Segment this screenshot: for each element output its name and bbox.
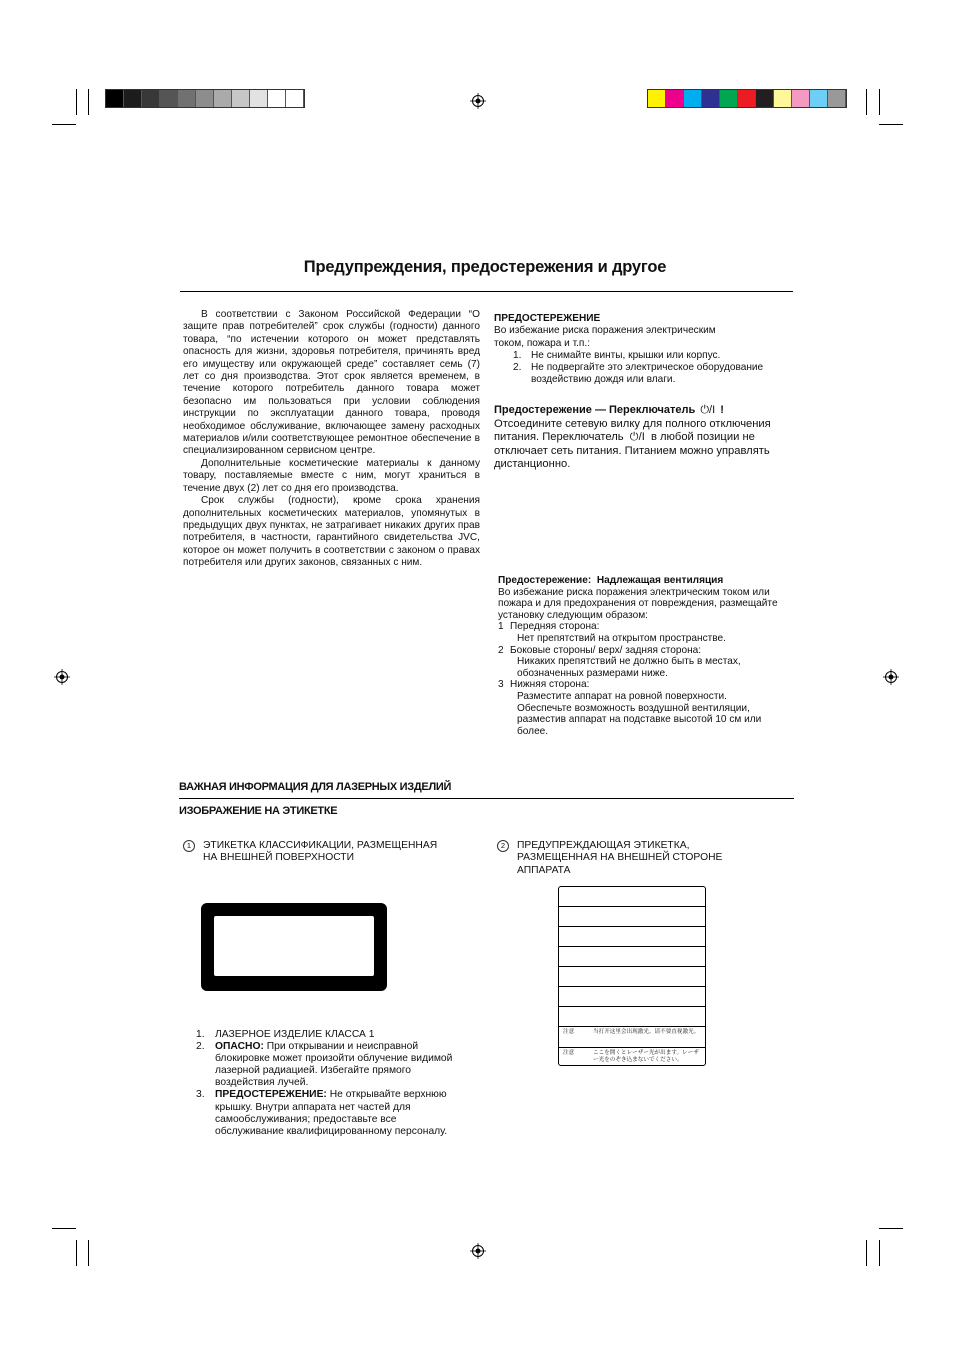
paragraph: Дополнительные косметические материалы к данному товару, поставляемые вместе с ним, могут храниться в течение двух (2) лет со дня его производства.: [183, 457, 480, 494]
item-text: Нет препятствий на открытом пространстве.: [517, 632, 726, 644]
label2-title: ПРЕДУПРЕЖДАЮЩАЯ ЭТИКЕТКА, РАЗМЕЩЕННАЯ НА ВНЕШНЕЙ СТОРОНЕ АППАРАТА: [517, 840, 723, 876]
list-item: [196, 1041, 466, 1089]
crop-mark: [52, 1228, 76, 1229]
item-number: 2: [498, 644, 504, 656]
color-swatch: [774, 90, 792, 107]
crop-mark: [879, 124, 903, 125]
color-swatch: [178, 90, 196, 107]
heading-text: Предостережение — Переключатель: [494, 404, 696, 416]
item-text: Никаких препятствий не должно быть в местах, обозначенных размерами ниже.: [517, 656, 741, 679]
body-text: в любой позиции не отключает сеть питания. Питанием можно управлять дистанционно.: [494, 431, 770, 471]
crop-mark: [866, 1240, 867, 1266]
item-number: 3.: [196, 1089, 205, 1101]
item-body: При открывании и неисправной блокировке может произойти облучение видимой лазерной радиацией. Избегайте прямого воздействия лучей.: [215, 1041, 453, 1089]
crop-mark: [879, 89, 880, 115]
color-swatch: [828, 90, 846, 107]
caution-intro: Во избежание риска поражения электрическим током, пожара и т.п.:: [494, 325, 716, 349]
item-title: Боковые стороны/ верх/ задняя сторона:: [510, 644, 702, 656]
color-swatch: [666, 90, 684, 107]
page-title: Предупреждения, предостережения и другое: [303, 258, 667, 276]
color-swatch: [142, 90, 160, 107]
color-swatch: [124, 90, 142, 107]
item-number: 2.: [196, 1041, 205, 1053]
list-item: [498, 679, 794, 737]
item-bold: ОПАСНО:: [215, 1041, 264, 1053]
power-switch-body: [494, 418, 794, 472]
warning-label-graphic: [558, 886, 706, 1066]
label-subsection-title: ИЗОБРАЖЕНИЕ НА ЭТИКЕТКЕ: [179, 805, 338, 817]
item-text: [215, 1089, 466, 1137]
body-text: Отсоедините сетевую вилку для полного отключения питания. Переключатель: [494, 417, 771, 444]
crop-mark: [879, 1240, 880, 1266]
jp-row-text: ここを開くとレーザー光が出ます。レーザー光をのぞき込まないでください。: [593, 1050, 699, 1064]
item-text: ЛАЗЕРНОЕ ИЗДЕЛИЕ КЛАССА 1: [215, 1029, 375, 1040]
color-swatch: [196, 90, 214, 107]
jp-warning-row: [559, 1027, 705, 1048]
caution-heading: ПРЕДОСТЕРЕЖЕНИЕ: [494, 313, 601, 324]
list-item: [494, 350, 784, 362]
section-rule: [179, 798, 794, 799]
laser-section-title: ВАЖНАЯ ИНФОРМАЦИЯ ДЛЯ ЛАЗЕРНЫХ ИЗДЕЛИЙ: [179, 781, 452, 793]
classification-label-graphic: [201, 903, 387, 991]
heading-exclamation: !: [720, 404, 724, 416]
item-number: 3: [498, 679, 504, 691]
jp-warning-row: [559, 1048, 705, 1066]
color-swatch: [810, 90, 828, 107]
item-number: 2.: [513, 362, 522, 374]
laser-warnings-list: [196, 1029, 466, 1138]
item-text: Обеспечьте возможность воздушной вентиляции, разместив аппарат на подставке высотой 10 см или более.: [517, 702, 762, 737]
jp-row-key: 注意: [563, 1050, 575, 1056]
item-text: Не подвергайте это электрическое оборудование воздействию дождя или влаги.: [531, 362, 764, 386]
color-swatch: [232, 90, 250, 107]
item-title: Нижняя сторона:: [510, 679, 590, 691]
color-swatch: [720, 90, 738, 107]
crop-mark: [52, 124, 76, 125]
jp-row-text: 当打开这里会出现激光。请不要直视激光。: [593, 1029, 700, 1035]
color-swatch: [214, 90, 232, 107]
power-switch-heading: [494, 404, 794, 418]
color-swatch: [160, 90, 178, 107]
item-number: 1: [498, 621, 504, 633]
color-swatch: [106, 90, 124, 107]
item-text: [215, 1041, 466, 1089]
list-item: [196, 1029, 466, 1041]
crop-mark: [88, 1240, 89, 1266]
item-text: Не снимайте винты, крышки или корпус.: [531, 349, 721, 361]
circled-number: 2: [497, 840, 509, 852]
ventilation-heading: Предостережение: Надлежащая вентиляция: [498, 575, 724, 586]
paragraph: В соответствии с Законом Российской Федерации “О защите прав потребителей” срок службы (годности) данного товара, “по истечении которого он может представлять опасность для жизни, здоровья потребителя, причинять вред его имуществу или окружающей среде” составляет семь (7) лет со дня производства. Этот срок является временем, в течение которого потребитель данного товара может безопасно им пользоваться при условии соблюдения инструкции по эксплуатации данного товара, проводя необходимое обслуживание, включающее замену расходных материалов и/или соответствующее ремонтное обеспечение в специализированном сервисном центре.: [183, 309, 480, 457]
color-swatch: [268, 90, 286, 107]
gray-calibration-bar: [105, 89, 305, 108]
registration-mark-icon: [470, 1243, 486, 1259]
crop-mark: [866, 89, 867, 115]
label2-caption: [497, 840, 737, 877]
ventilation-intro: Во избежание риска поражения электрическим током или пожара и для предохранения от повреждения, размещайте установку следующим образом:: [498, 586, 778, 621]
title-rule: [180, 291, 793, 292]
power-symbol-icon: ⏻/I: [629, 431, 645, 444]
jp-row-key: 注意: [563, 1029, 575, 1035]
label1-caption: [183, 840, 463, 865]
ventilation-caution: [498, 575, 794, 737]
color-calibration-bar: [647, 89, 847, 108]
item-body: Не открывайте верхнюю крышку. Внутри аппарата нет частей для самообслуживания; предоставьте все обслуживание квалифицированному персоналу.: [215, 1089, 448, 1137]
circled-number: 1: [183, 840, 195, 852]
color-swatch: [286, 90, 304, 107]
list-item: [498, 645, 794, 680]
color-swatch: [702, 90, 720, 107]
crop-mark: [76, 1240, 77, 1266]
item-title: Передняя сторона:: [510, 621, 600, 633]
label1-title: ЭТИКЕТКА КЛАССИФИКАЦИИ, РАЗМЕЩЕННАЯ НА ВНЕШНЕЙ ПОВЕРХНОСТИ: [203, 840, 438, 864]
service-life-text: [183, 309, 480, 570]
color-swatch: [250, 90, 268, 107]
registration-mark-icon: [54, 669, 70, 685]
item-text: Разместите аппарат на ровной поверхности.: [517, 690, 727, 702]
power-switch-caution: [494, 404, 794, 472]
color-swatch: [738, 90, 756, 107]
list-item: [196, 1089, 466, 1137]
color-swatch: [792, 90, 810, 107]
color-swatch: [756, 90, 774, 107]
item-number: 1.: [513, 349, 522, 361]
crop-mark: [88, 89, 89, 115]
registration-mark-icon: [470, 93, 486, 109]
registration-mark-icon: [883, 669, 899, 685]
crop-mark: [879, 1228, 903, 1229]
color-swatch: [684, 90, 702, 107]
item-bold: ПРЕДОСТЕРЕЖЕНИЕ:: [215, 1089, 327, 1101]
crop-mark: [76, 89, 77, 115]
power-symbol-icon: ⏻/I: [700, 404, 716, 416]
paragraph: Срок службы (годности), кроме срока хранения дополнительных косметических материалов, упомянутых в предыдущих двух пунктах, не затрагивает никаких других прав потребителя, в частности, гарантийного свидетельства JVC, которое он может получить в соответствии с законом о правах потребителя или других законов, связанных с ним.: [183, 495, 480, 569]
caution-block: [494, 313, 784, 387]
list-item: [494, 362, 784, 387]
item-number: 1.: [196, 1029, 205, 1040]
list-item: [498, 621, 794, 644]
color-swatch: [648, 90, 666, 107]
